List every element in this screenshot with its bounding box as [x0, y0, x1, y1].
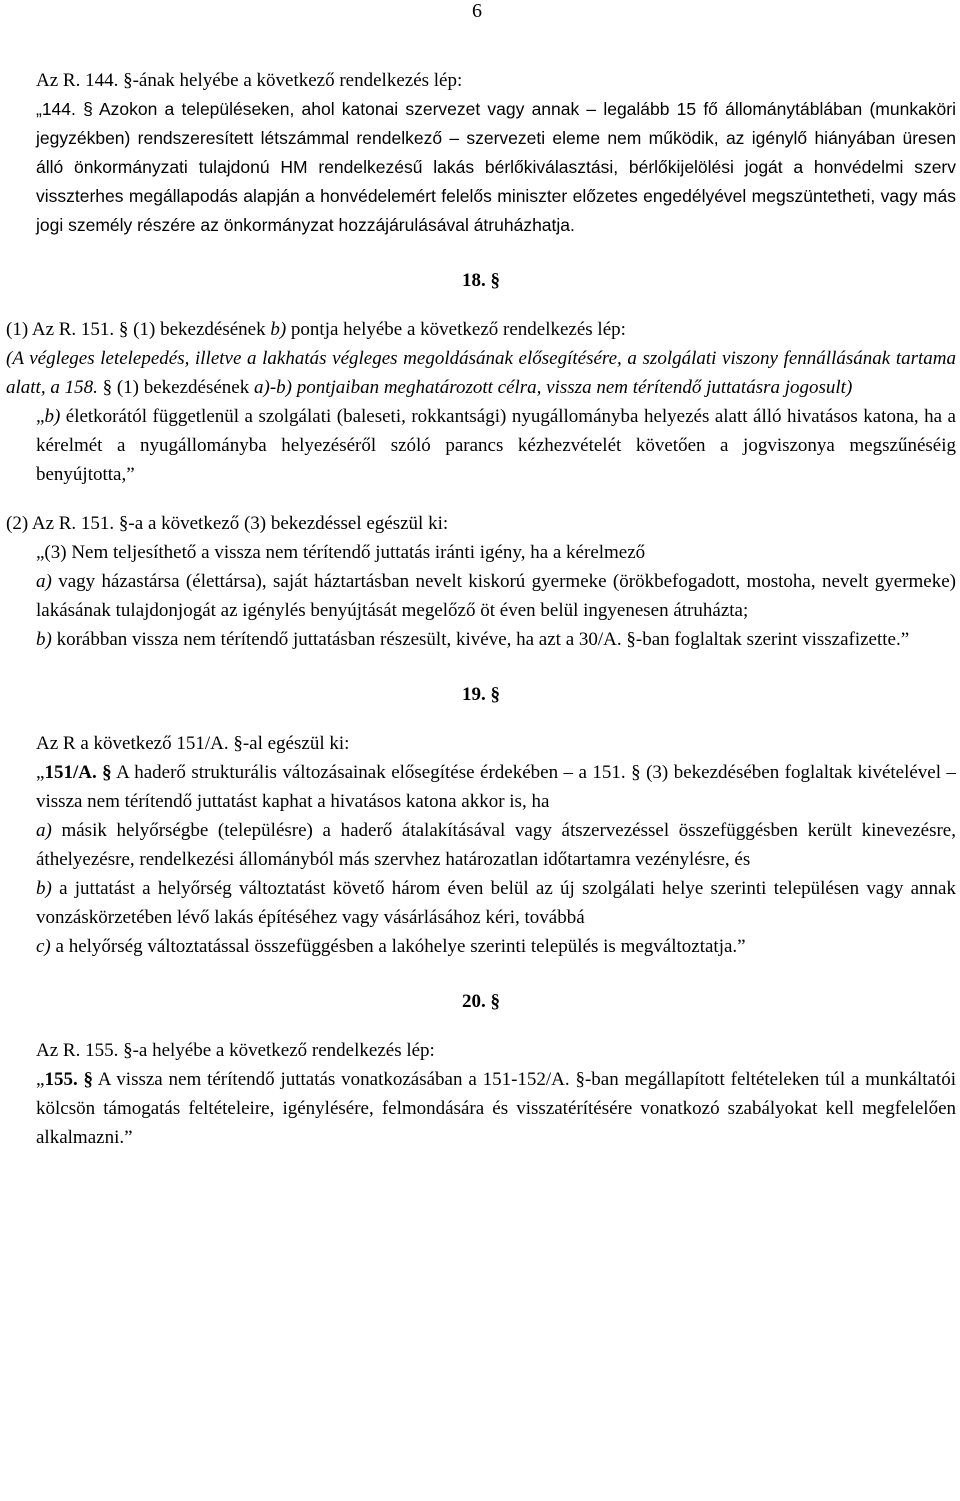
- s18-p1-pre: (1) Az R. 151. § (1) bekezdésének: [6, 319, 271, 340]
- s19-a-text: másik helyőrségbe (településre) a haderő átalakításával vagy átszervezéssel összefüggésben került kinevezésre, áthelyezésre, rendelkezési állományból más szervhez határozatlan időtartamra vezénylésre, és: [36, 820, 956, 870]
- s20-intro: Az R. 155. §-a helyébe a következő rendelkezés lép:: [36, 1040, 435, 1061]
- s19-b-label: b): [36, 878, 52, 899]
- s18-b-text: életkorától függetlenül a szolgálati (baleseti, rokkantsági) nyugállományba helyezés alatt álló hivatásos katona, ha a kérelmét a nyugállományba helyezéséről szóló parancs kézhezvételét követően a jogviszonya megszűnéséig benyújtotta,”: [36, 406, 956, 485]
- s20-text: A vissza nem térítendő juttatás vonatkozásában a 151-152/A. §-ban megállapított feltételeken túl a munkáltatói kölcsön támogatás feltételeire, igénylésére, felmondására és visszatérítésére vonatkozó szabályokat kell megfelelően alkalmazni.”: [36, 1069, 956, 1148]
- page-number: 6: [472, 0, 482, 22]
- s20-heading: 20. §: [462, 991, 500, 1012]
- s18-a-text: vagy házastársa (élettársa), saját háztartásban nevelt kiskorú gyermeke (örökbefogadott, mostoha, nevelt gyermeke) lakásának tulajdonjogát az igénylés benyújtását megelőző öt éven belül ingyenesen átruházta;: [36, 571, 956, 621]
- s20-bold: 155. §: [44, 1069, 94, 1090]
- s20-open: „: [36, 1069, 45, 1090]
- s18-b2-text: korábban vissza nem térítendő juttatásban részesült, kivéve, ha azt a 30/A. §-ban foglaltak szerint visszafizette.”: [51, 629, 910, 650]
- s19-open: „: [36, 762, 45, 783]
- s18-p2: (2) Az R. 151. §-a a következő (3) bekezdéssel egészül ki:: [6, 513, 449, 534]
- s18-point-b: [6, 402, 956, 489]
- s20-main: [6, 1065, 956, 1152]
- s18-point-a: [6, 567, 956, 625]
- s19-c-text: a helyőrség változtatással összefüggésben a lakóhelye szerinti település is megváltoztatja.”: [50, 936, 746, 957]
- s18-p1-context: [6, 344, 956, 402]
- s19-b-text: a juttatást a helyőrség változtatást követő három éven belül az új szolgálati helye szerinti településen vagy annak vonzáskörzetében lévő lakás építéséhez vagy vásárlásához kéri, továbbá: [36, 878, 956, 928]
- s18-p1: [6, 315, 956, 344]
- s18-p1-italic-a: (A végleges letelepedés, illetve a lakhatás végleges megoldásának elősegítésére, a szolgálati viszony fennállásának tartama alatt, a 158.: [6, 348, 956, 398]
- s18-p1-normal: § (1) bekezdésének: [102, 377, 254, 398]
- document-body: [6, 66, 956, 1152]
- s17-intro: Az R. 144. §-ának helyébe a következő rendelkezés lép:: [36, 70, 463, 91]
- s18-p1-post: pontja helyébe a következő rendelkezés lép:: [286, 319, 626, 340]
- s19-main: [6, 758, 956, 816]
- s19-point-b: [6, 874, 956, 932]
- s17-quote: „144. § Azokon a településeken, ahol katonai szervezet vagy annak – legalább 15 fő állománytáblában (munkaköri jegyzékben) rendszeresített létszámmal rendelkező – szervezeti eleme nem működik, az igénylő hiányában üresen álló önkormányzati tulajdonú HM rendelkezésű lakás bérlőkiválasztási, bérlőkijelölési jogát a honvédelmi szerv visszterhes megállapodás alapján a honvédelemért felelős miniszter előzetes engedélyével megszüntetheti, vagy más jogi személy részére az önkormányzat hozzájárulásával átruházhatja.: [36, 99, 956, 235]
- s19-intro: Az R a következő 151/A. §-al egészül ki:: [36, 733, 350, 754]
- s18-b-open: „: [36, 406, 45, 427]
- s18-a-label: a): [36, 571, 52, 592]
- s19-c-label: c): [36, 936, 51, 957]
- s18-point-b2: [6, 625, 956, 654]
- s18-heading: 18. §: [462, 270, 500, 291]
- s19-point-a: [6, 816, 956, 874]
- s19-a-label: a): [36, 820, 52, 841]
- s19-heading: 19. §: [462, 684, 500, 705]
- s19-bold: 151/A. §: [44, 762, 112, 783]
- s18-b-label: b): [44, 406, 61, 427]
- s19-point-c: [6, 932, 956, 961]
- s18-p1-b-label: b): [270, 319, 287, 340]
- s18-p2-quote: „(3) Nem teljesíthető a vissza nem térítendő juttatás iránti igény, ha a kérelmező: [36, 542, 646, 563]
- s19-text: A haderő strukturális változásainak elősegítése érdekében – a 151. § (3) bekezdésében foglaltak kivételével – vissza nem térítendő juttatást kaphat a hivatásos katona akkor is, ha: [36, 762, 956, 812]
- s18-p1-italic-b: a)-b) pontjaiban meghatározott célra, vissza nem térítendő juttatásra jogosult): [254, 377, 853, 398]
- s18-b2-label: b): [36, 629, 52, 650]
